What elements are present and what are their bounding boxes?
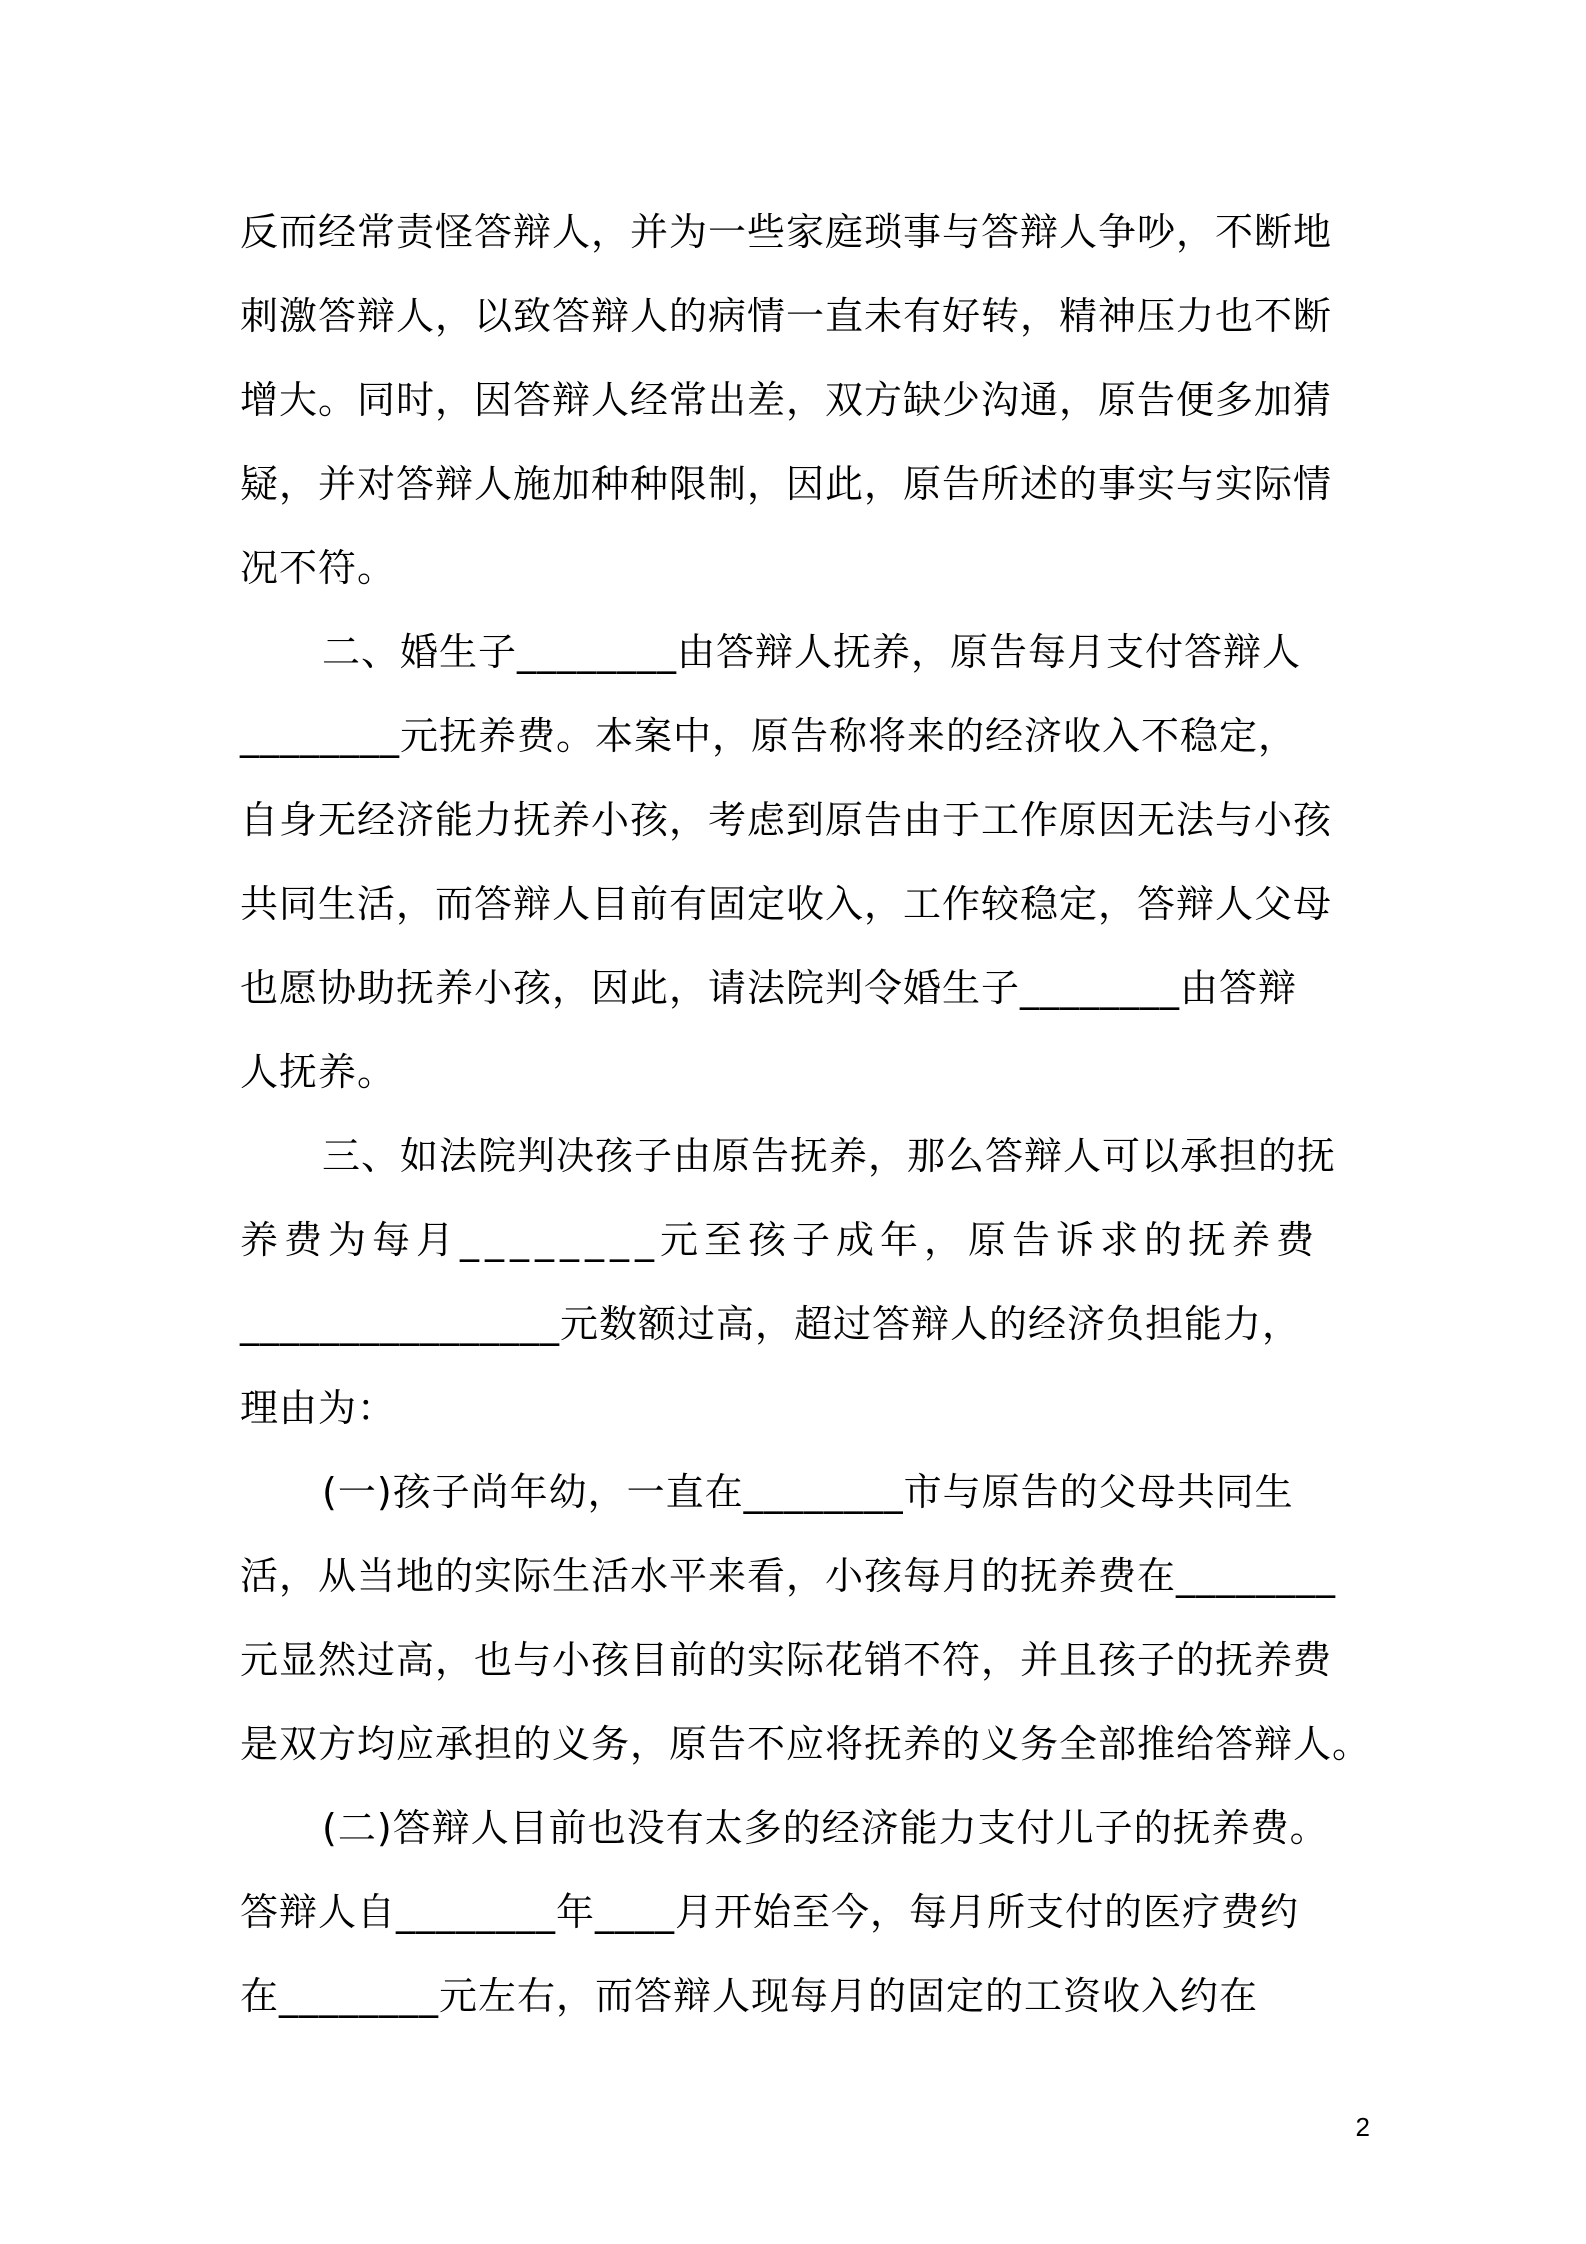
text-line: 疑，并对答辩人施加种种限制，因此，原告所述的事实与实际情 <box>240 462 1333 506</box>
text-line: 刺激答辩人，以致答辩人的病情一直未有好转，精神压力也不断 <box>240 294 1333 338</box>
page-number: 2 <box>1355 2112 1370 2142</box>
text-line: 人抚养。 <box>240 1050 397 1094</box>
text-line: 三、如法院判决孩子由原告抚养，那么答辩人可以承担的抚 <box>322 1134 1337 1178</box>
text-line: 共同生活，而答辩人目前有固定收入，工作较稳定，答辩人父母 <box>240 882 1333 926</box>
text-line: ________________元数额过高，超过答辩人的经济负担能力， <box>240 1302 1302 1346</box>
text-line: 活，从当地的实际生活水平来看，小孩每月的抚养费在________ <box>240 1554 1337 1598</box>
text-line: (一)孩子尚年幼，一直在________市与原告的父母共同生 <box>322 1470 1294 1514</box>
body-text <box>240 190 1372 2038</box>
text-line: 养费为每月________元至孩子成年，原告诉求的抚养费 <box>240 1218 1321 1262</box>
text-line: ________元抚养费。本案中，原告称将来的经济收入不稳定， <box>240 714 1298 758</box>
text-line: 况不符。 <box>240 546 397 590</box>
text-line: 自身无经济能力抚养小孩，考虑到原告由于工作原因无法与小孩 <box>240 798 1333 842</box>
text-line: 理由为： <box>240 1386 397 1430</box>
text-line: 二、婚生子________由答辩人抚养，原告每月支付答辩人 <box>322 630 1302 674</box>
text-line: 也愿协助抚养小孩，因此，请法院判令婚生子________由答辩 <box>240 966 1298 1010</box>
text-line: (二)答辩人目前也没有太多的经济能力支付儿子的抚养费。 <box>322 1806 1329 1850</box>
text-line: 增大。同时，因答辩人经常出差，双方缺少沟通，原告便多加猜 <box>240 378 1333 422</box>
text-line: 答辩人自________年____月开始至今，每月所支付的医疗费约 <box>240 1890 1300 1934</box>
text-line: 在________元左右，而答辩人现每月的固定的工资收入约在 <box>240 1974 1259 2018</box>
text-line: 反而经常责怪答辩人，并为一些家庭琐事与答辩人争吵，不断地 <box>240 210 1333 254</box>
text-line: 元显然过高，也与小孩目前的实际花销不符，并且孩子的抚养费 <box>240 1638 1333 1682</box>
text-line: 是双方均应承担的义务，原告不应将抚养的义务全部推给答辩人。 <box>240 1722 1372 1766</box>
